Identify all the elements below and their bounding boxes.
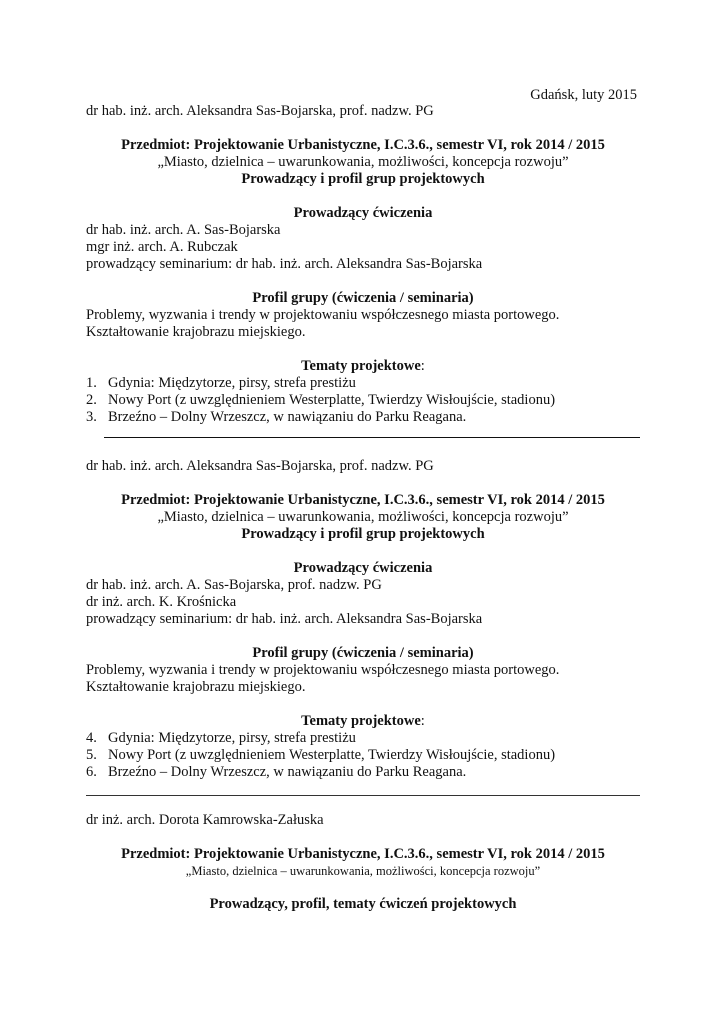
subject-title: Przedmiot: Projektowanie Urbanistyczne, I.C.3.6., semestr VI, rok 2014 / 2015 <box>121 846 605 862</box>
list-text: Nowy Port (z uwzględnieniem Westerplatte, Twierdzy Wisłoujście, stadionu) <box>108 747 556 763</box>
topics-list <box>86 375 640 426</box>
topics-heading <box>86 358 640 375</box>
instructors-heading: Prowadzący ćwiczenia <box>293 560 433 576</box>
list-number: 6. <box>86 764 97 780</box>
list-number: 4. <box>86 730 97 746</box>
list-item <box>86 764 640 781</box>
list-number: 5. <box>86 747 97 763</box>
group-profile-line: Problemy, wyzwania i trendy w projektowaniu współczesnego miasta portowego. <box>86 662 560 678</box>
list-text: Gdynia: Międzytorze, pirsy, strefa prestiżu <box>108 730 356 746</box>
topics-list <box>86 730 640 781</box>
seminar-leader-line: prowadzący seminarium: dr hab. inż. arch. Aleksandra Sas-Bojarska <box>86 256 483 272</box>
profile-title: Prowadzący, profil, tematy ćwiczeń projektowych <box>209 896 517 912</box>
subject-quote: „Miasto, dzielnica – uwarunkowania, możliwości, koncepcja rozwoju” <box>157 509 569 525</box>
topics-heading-text: Tematy projektowe <box>301 713 421 729</box>
instructor-line: mgr inż. arch. A. Rubczak <box>86 239 238 255</box>
section-3 <box>86 812 640 913</box>
group-profile-line: Problemy, wyzwania i trendy w projektowaniu współczesnego miasta portowego. <box>86 307 560 323</box>
instructor-line: dr hab. inż. arch. A. Sas-Bojarska <box>86 222 281 238</box>
group-profile-line: Kształtowanie krajobrazu miejskiego. <box>86 324 306 340</box>
section-divider <box>86 795 640 796</box>
group-profile-line: Kształtowanie krajobrazu miejskiego. <box>86 679 306 695</box>
list-item <box>86 730 640 747</box>
list-text: Brzeźno – Dolny Wrzeszcz, w nawiązaniu do Parku Reagana. <box>108 764 467 780</box>
topics-heading <box>86 713 640 730</box>
subject-title: Przedmiot: Projektowanie Urbanistyczne, I.C.3.6., semestr VI, rok 2014 / 2015 <box>121 492 605 508</box>
group-profile-heading: Profil grupy (ćwiczenia / seminaria) <box>252 645 474 661</box>
profile-title: Prowadzący i profil grup projektowych <box>241 526 485 542</box>
list-item <box>86 375 640 392</box>
section-divider <box>104 437 640 438</box>
author-line: dr hab. inż. arch. Aleksandra Sas-Bojarska, prof. nadzw. PG <box>86 458 434 474</box>
topics-heading-colon: : <box>420 713 425 729</box>
section-2 <box>86 458 640 781</box>
list-number: 2. <box>86 392 97 408</box>
list-item <box>86 747 640 764</box>
instructors-heading: Prowadzący ćwiczenia <box>293 205 433 221</box>
seminar-leader-line: prowadzący seminarium: dr hab. inż. arch. Aleksandra Sas-Bojarska <box>86 611 483 627</box>
list-number: 1. <box>86 375 97 391</box>
topics-heading-text: Tematy projektowe <box>301 358 421 374</box>
subject-quote: „Miasto, dzielnica – uwarunkowania, możliwości, koncepcja rozwoju” <box>157 154 569 170</box>
instructor-line: dr inż. arch. K. Krośnicka <box>86 594 237 610</box>
group-profile-heading: Profil grupy (ćwiczenia / seminaria) <box>252 290 474 306</box>
subject-title: Przedmiot: Projektowanie Urbanistyczne, I.C.3.6., semestr VI, rok 2014 / 2015 <box>121 137 605 153</box>
author-line: dr hab. inż. arch. Aleksandra Sas-Bojarska, prof. nadzw. PG <box>86 103 434 119</box>
list-text: Brzeźno – Dolny Wrzeszcz, w nawiązaniu do Parku Reagana. <box>108 409 467 425</box>
list-text: Gdynia: Międzytorze, pirsy, strefa prestiżu <box>108 375 356 391</box>
topics-heading-colon: : <box>420 358 425 374</box>
list-text: Nowy Port (z uwzględnieniem Westerplatte, Twierdzy Wisłoujście, stadionu) <box>108 392 556 408</box>
list-number: 3. <box>86 409 97 425</box>
list-item <box>86 392 640 409</box>
instructor-line: dr hab. inż. arch. A. Sas-Bojarska, prof. nadzw. PG <box>86 577 382 593</box>
section-1 <box>86 103 640 426</box>
profile-title: Prowadzący i profil grup projektowych <box>241 171 485 187</box>
list-item <box>86 409 640 426</box>
place-date: Gdańsk, luty 2015 <box>530 87 637 103</box>
subject-quote: „Miasto, dzielnica – uwarunkowania, możliwości, koncepcja rozwoju” <box>185 864 541 878</box>
author-line: dr inż. arch. Dorota Kamrowska-Załuska <box>86 812 324 828</box>
